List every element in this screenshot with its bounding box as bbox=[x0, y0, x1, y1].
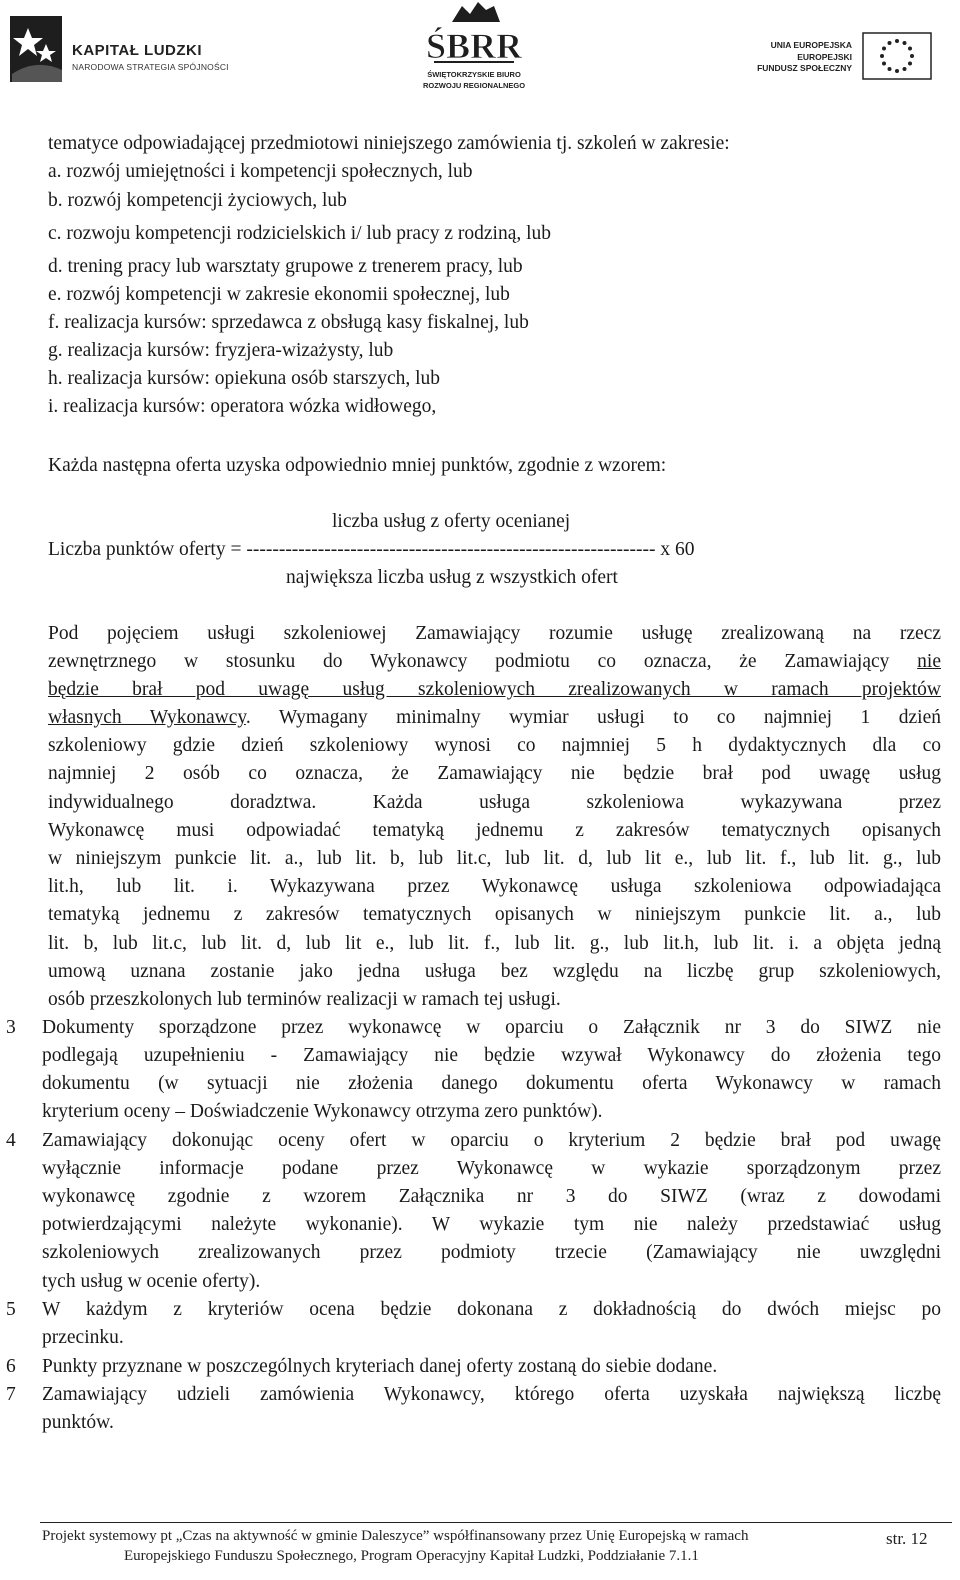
list-item-f: f. realizacja kursów: sprzedawca z obsługą kasy fiskalnej, lub bbox=[48, 312, 529, 333]
point-number: 7 bbox=[6, 1384, 16, 1405]
kapital-ludzki-logo bbox=[8, 14, 228, 84]
sbrr-subtitle: ROZWOJU REGIONALNEGO bbox=[422, 81, 526, 90]
paragraph-line: lit. b, lub lit.c, lub lit. d, lub lit e., lub lit. f., lub lit. g., lub lit.h, lub lit. i. a objęta jedną bbox=[48, 933, 941, 954]
point-line: wyłącznie informacje podane przez Wykonawcę w wykazie sporządzonym przez bbox=[42, 1158, 941, 1179]
sbrr-emblem-icon bbox=[404, 0, 544, 72]
list-intro: tematyce odpowiadającej przedmiotowi niniejszego zamówienia tj. szkoleń w zakresie: bbox=[48, 133, 730, 154]
eu-text bbox=[757, 40, 852, 75]
sbrr-logo-letters: ŚBRR bbox=[425, 26, 523, 66]
list-item-e: e. rozwój kompetencji w zakresie ekonomii społecznej, lub bbox=[48, 284, 510, 305]
footer-divider bbox=[40, 1522, 952, 1523]
point-line: kryterium oceny – Doświadczenie Wykonawcy otrzyma zero punktów). bbox=[42, 1101, 603, 1122]
paragraph-line: w niniejszym punkcie lit. a., lub lit. b, lub lit.c, lub lit. d, lub lit e., lub lit. f., lub lit. g., lub bbox=[48, 848, 941, 869]
point-number: 6 bbox=[6, 1356, 16, 1377]
sbrr-logo bbox=[404, 0, 544, 98]
eu-logo bbox=[756, 30, 936, 85]
point-line: W każdym z kryteriów ocena będzie dokonana z dokładnością do dwóch miejsc po bbox=[42, 1299, 941, 1320]
paragraph-line: Pod pojęciem usługi szkoleniowej Zamawiający rozumie usługę zrealizowaną na rzecz bbox=[48, 623, 941, 644]
eu-line-2: EUROPEJSKI bbox=[797, 51, 852, 62]
paragraph-line: umową uznana zostanie jako jedna usługa bez względu na liczbę grup szkoleniowych, bbox=[48, 961, 941, 982]
point-line: przecinku. bbox=[42, 1327, 124, 1348]
list-item-i: i. realizacja kursów: operatora wózka widłowego, bbox=[48, 396, 437, 417]
page-number: str. 12 bbox=[886, 1529, 928, 1548]
formula-denominator: największa liczba usług z wszystkich ofert bbox=[286, 567, 618, 588]
footer-line-1: Projekt systemowy pt „Czas na aktywność w gminie Daleszyce” współfinansowany przez Unię Europejską w ramach bbox=[42, 1528, 749, 1544]
paragraph-line: szkoleniowy gdzie dzień szkoleniowy wynosi co najmniej 5 h dydaktycznych dla co bbox=[48, 735, 941, 756]
paragraph-line: indywidualnego doradztwa. Każda usługa szkoleniowa wykazywana przez bbox=[48, 792, 941, 813]
point-number: 4 bbox=[6, 1130, 16, 1151]
paragraph-line-last: osób przeszkolonych lub terminów realizacji w ramach tej usługi. bbox=[48, 989, 561, 1010]
paragraph-line: lit.h, lub lit. i. Wykazywana przez Wykonawcę usługa szkoleniowa odpowiadająca bbox=[48, 876, 941, 897]
sbrr-title: ŚWIĘTOKRZYSKIE BIURO bbox=[427, 70, 521, 79]
point-line: Punkty przyznane w poszczególnych kryteriach danej oferty zostaną do siebie dodane. bbox=[42, 1356, 718, 1377]
eu-line-1: UNIA EUROPEJSKA bbox=[770, 40, 852, 50]
point-number: 5 bbox=[6, 1299, 16, 1320]
paragraph-line: zewnętrznego w stosunku do Wykonawcy podmiotu co oznacza, że Zamawiający nie bbox=[48, 651, 941, 672]
paragraph-line: Wykonawcę musi odpowiadać tematyką jednemu z zakresów tematycznych opisanych bbox=[48, 820, 941, 841]
point-line: punktów. bbox=[42, 1412, 114, 1433]
point-line: potwierdzającymi należyte wykonanie). W wykazie tym nie należy przedstawiać usług bbox=[42, 1214, 941, 1235]
point-line: szkoleniowych zrealizowanych przez podmioty trzecie (Zamawiający nie uwzględni bbox=[42, 1242, 941, 1263]
list-item-d: d. trening pracy lub warsztaty grupowe z trenerem pracy, lub bbox=[48, 256, 523, 277]
kapital-ludzki-subtitle: NARODOWA STRATEGIA SPÓJNOŚCI bbox=[72, 62, 229, 72]
eu-flag-icon bbox=[862, 32, 932, 80]
point-line: tych usług w ocenie oferty). bbox=[42, 1271, 261, 1292]
formula-line: Liczba punktów oferty = --------------------------------------------------------------- x 60 bbox=[48, 539, 695, 560]
paragraph-line: najmniej 2 osób co oznacza, że Zamawiający nie będzie brał pod uwagę usług bbox=[48, 763, 941, 784]
underlined-nie: nie bbox=[917, 651, 941, 672]
footer-line-2: Europejskiego Funduszu Społecznego, Program Operacyjny Kapitał Ludzki, Poddziałanie 7.1.1 bbox=[124, 1548, 699, 1564]
point-line: Zamawiający dokonując oceny ofert w oparciu o kryterium 2 będzie brał pod uwagę bbox=[42, 1130, 941, 1151]
point-line: Zamawiający udzieli zamówienia Wykonawcy, którego oferta uzyskała największą liczbę bbox=[42, 1384, 941, 1405]
kapital-ludzki-title: KAPITAŁ LUDZKI bbox=[72, 42, 203, 59]
list-item-g: g. realizacja kursów: fryzjera-wizażysty, lub bbox=[48, 340, 394, 361]
paragraph-line-underlined: będzie brał pod uwagę usług szkoleniowych zrealizowanych w ramach projektów bbox=[48, 679, 941, 700]
list-item-a: a. rozwój umiejętności i kompetencji społecznych, lub bbox=[48, 161, 473, 182]
point-line: dokumentu (w sytuacji nie złożenia danego dokumentu oferta Wykonawcy w ramach bbox=[42, 1073, 941, 1094]
formula-intro: Każda następna oferta uzyska odpowiednio mniej punktów, zgodnie z wzorem: bbox=[48, 455, 667, 476]
page-header bbox=[0, 0, 960, 100]
point-line: wykonawcę zgodnie z wzorem Załącznika nr 3 do SIWZ (wraz z dowodami bbox=[42, 1186, 941, 1207]
list-item-h: h. realizacja kursów: opiekuna osób starszych, lub bbox=[48, 368, 441, 389]
formula-numerator: liczba usług z oferty ocenianej bbox=[332, 511, 571, 532]
kapital-ludzki-star-icon bbox=[8, 14, 64, 84]
point-line: Dokumenty sporządzone przez wykonawcę w oparciu o Załącznik nr 3 do SIWZ nie bbox=[42, 1017, 941, 1038]
paragraph-line: tematyką jednemu z zakresów tematycznych opisanych w niniejszym punkcie lit. a., lub bbox=[48, 904, 941, 925]
eu-line-3: FUNDUSZ SPOŁECZNY bbox=[757, 63, 852, 73]
point-number: 3 bbox=[6, 1017, 16, 1038]
list-item-b: b. rozwój kompetencji życiowych, lub bbox=[48, 190, 347, 211]
paragraph-line: własnych Wykonawcy. Wymagany minimalny wymiar usługi to co najmniej 1 dzień bbox=[48, 707, 941, 728]
point-line: podlegają uzupełnieniu - Zamawiający nie będzie wzywał Wykonawcy do złożenia tego bbox=[42, 1045, 941, 1066]
list-item-c: c. rozwoju kompetencji rodzicielskich i/ lub pracy z rodziną, lub bbox=[48, 223, 552, 244]
